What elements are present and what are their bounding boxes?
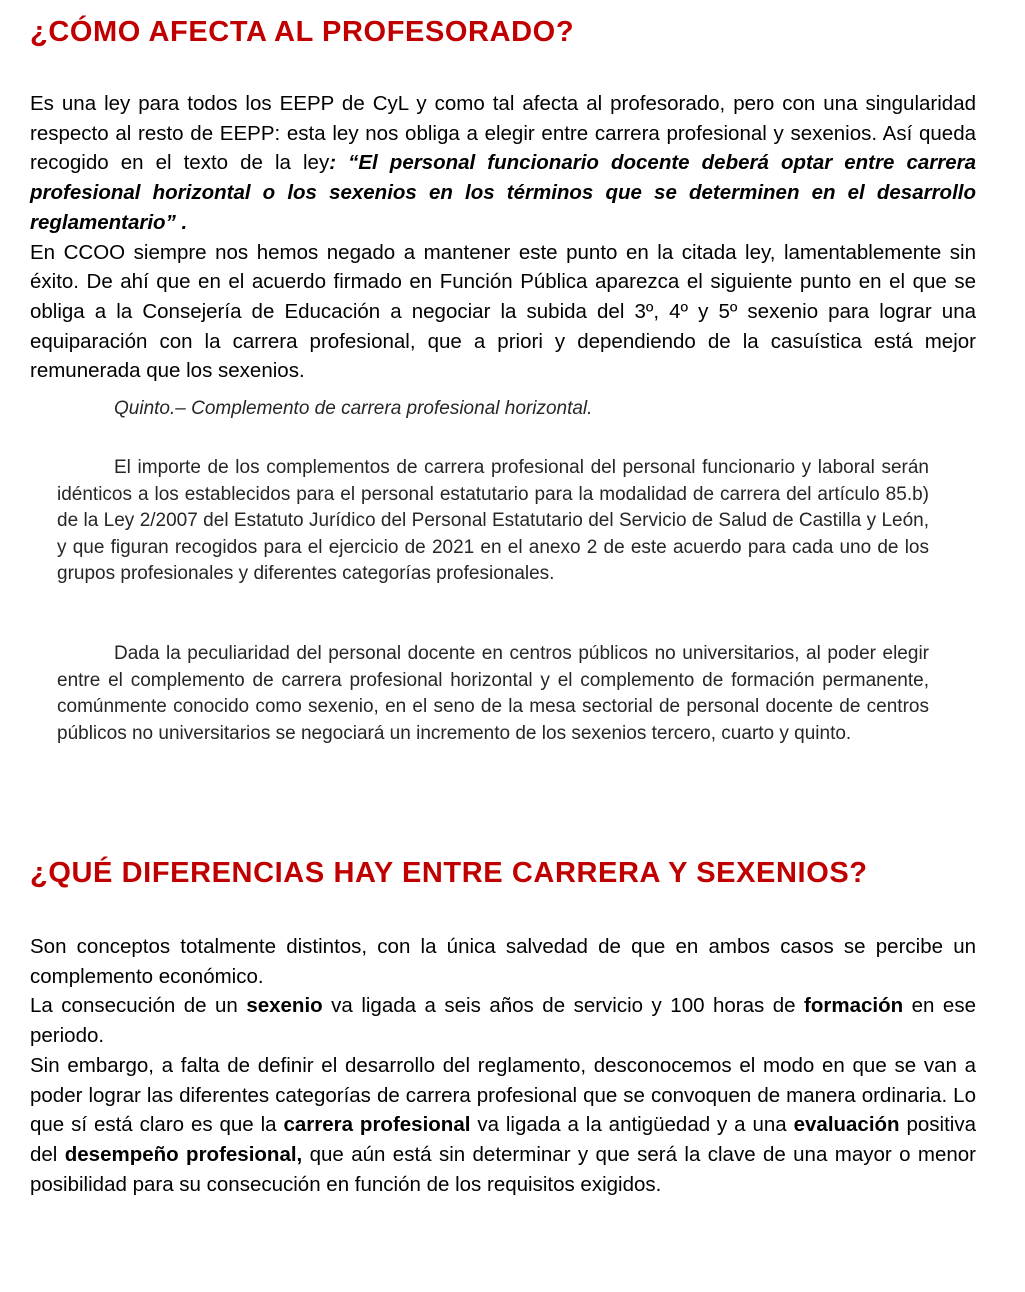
agreement-paragraph: Dada la peculiaridad del personal docente en centros públicos no universitarios, al poder elegir entre el complemento de carrera profesional horizontal y el complemento de formación permanente, comúnmente conocido como sexenio, en el seno de la mesa sectorial de personal docente de centros públicos no universitarios se negociará un incremento de los sexenios tercero, cuarto y quinto. — [57, 643, 929, 744]
paragraph-text: va ligada a seis años de servicio y 100 horas de — [322, 994, 805, 1018]
paragraph-sexenio — [30, 991, 976, 1050]
section-heading-profesorado: ¿CÓMO AFECTA AL PROFESORADO? — [30, 16, 575, 48]
bold-term-sexenio: sexenio — [246, 994, 323, 1018]
bold-term-carrera: carrera profesional — [283, 1113, 471, 1137]
bold-term-formacion: formación — [804, 994, 904, 1018]
paragraph-text: La consecución de un — [30, 994, 247, 1018]
paragraph-text: en ese periodo. — [30, 994, 976, 1048]
section-body-profesorado — [30, 89, 976, 386]
agreement-clause-title: Quinto.– Complemento de carrera profesional horizontal. — [114, 398, 593, 419]
agreement-excerpt-1 — [57, 455, 929, 588]
paragraph-text: Es una ley para todos los EEPP de CyL y como tal afecta al profesorado, pero con una singularidad respecto al resto de EEPP: esta ley nos obliga a elegir entre carrera profesional y sexenios. Así queda recogido en el texto de la ley — [30, 92, 976, 175]
paragraph-text: Sin embargo, a falta de definir el desarrollo del reglamento, desconocemos el modo en que se van a poder lograr las diferentes categorías de carrera profesional que se convoquen de manera ordinaria. Lo que sí está claro es que la — [30, 1053, 976, 1137]
paragraph-carrera — [30, 1051, 976, 1200]
paragraph-text: va ligada a la antigüedad y a una — [470, 1113, 794, 1137]
bold-term-evaluacion: evaluación — [793, 1113, 900, 1137]
paragraph-conceptos: Son conceptos totalmente distintos, con la única salvedad de que en ambos casos se percibe un complemento económico. — [30, 935, 976, 988]
paragraph-ley-eepp — [30, 89, 976, 238]
agreement-excerpt-2 — [57, 641, 929, 747]
paragraph-text: positiva del — [30, 1113, 976, 1166]
paragraph-text: que aún está sin determinar y que será la clave de una mayor o menor posibilidad para su consecución en función de los requisitos exigidos. — [30, 1142, 976, 1196]
paragraph-ccoo: En CCOO siempre nos hemos negado a mantener este punto en la citada ley, lamentablemente sin éxito. De ahí que en el acuerdo firmado en Función Pública aparezca el siguiente punto en el que se obliga a la Consejería de Educación a negociar la subida del 3º, 4º y 5º sexenio para lograr una equiparación con la carrera profesional, que a priori y dependiendo de la casuística está mejor remunerada que los sexenios. — [30, 240, 976, 383]
agreement-paragraph: El importe de los complementos de carrera profesional del personal funcionario y laboral serán idénticos a los establecidos para el personal estatutario para la modalidad de carrera del artículo 85.b) de la Ley 2/2007 del Estatuto Jurídico del Personal Estatutario del Servicio de Salud de Castilla y León, y que figuran recogidos para el ejercicio de 2021 en el anexo 2 de este acuerdo para cada uno de los grupos profesionales y diferentes categorías profesionales. — [57, 457, 929, 585]
bold-term-desempeno: desempeño profesional, — [64, 1142, 303, 1166]
law-quote-text: : “El personal funcionario docente deberá optar entre carrera profesional horizontal o los sexenios en los términos que se determinen en el desarrollo reglamentario” . — [30, 151, 976, 234]
section-heading-diferencias: ¿QUÉ DIFERENCIAS HAY ENTRE CARRERA Y SEXENIOS? — [30, 857, 868, 889]
section-body-diferencias — [30, 932, 976, 1199]
